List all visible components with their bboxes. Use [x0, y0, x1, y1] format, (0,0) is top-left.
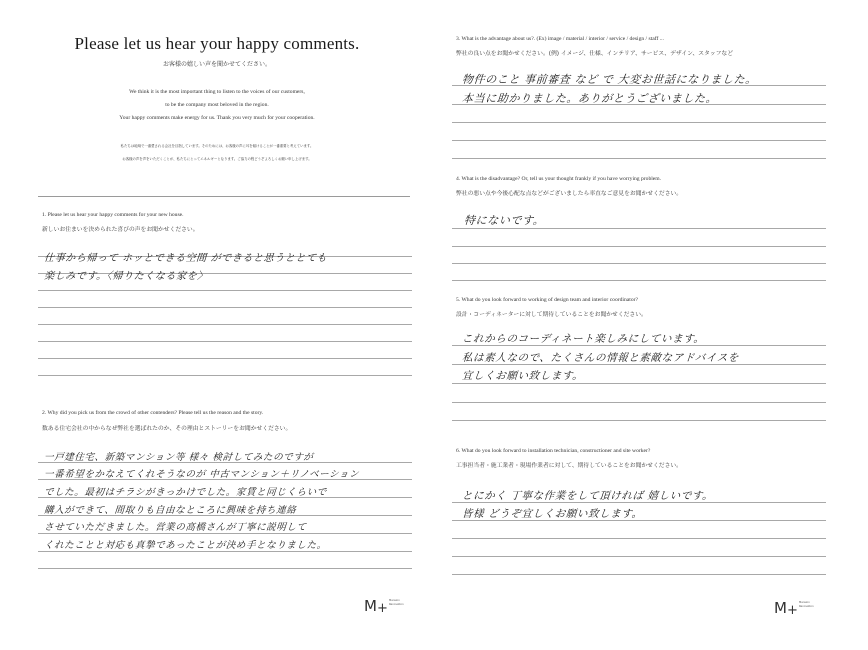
intro-line: Your happy comments make energy for us. Thank you very much for your cooperation.: [119, 115, 315, 121]
question-2-en: 2. Why did you pick us from the crowd of other contenders? Please tell us the reason and the story.: [42, 410, 264, 416]
handwritten-answer-5-line: 私は素人なので、たくさんの情報と素敵なアドバイスを: [461, 352, 740, 364]
handwritten-answer-5-line: これからのコーディネート楽しみにしています。: [461, 333, 705, 345]
answer-line: [452, 556, 826, 557]
page-title: Please let us hear your happy comments.: [74, 34, 360, 53]
question-2-jp: 数ある住宅会社の中からなぜ弊社を選ばれたのか、その理由とストーリーをお聞かせください。: [42, 426, 292, 432]
handwritten-answer-3-line: 物件のこと 事前審査 など で 大変お世話になりました。: [461, 73, 758, 86]
answer-line: [452, 140, 826, 141]
answer-line: [452, 158, 826, 159]
logo-tag-line1: Mansion: [389, 599, 400, 602]
logo-tag-line1: Mansion: [799, 601, 810, 604]
handwritten-answer-2-line: 購入ができて、間取りも自由なところに興味を持ち連絡: [43, 505, 297, 516]
question-6-jp: 工事担当者・施工業者・現場作業者に対して、期待していることをお聞かせください。: [456, 463, 682, 469]
question-4-jp: 弊社の悪い点や今後心配な点などがございましたら率直なご意見をお聞かせください。: [456, 191, 683, 197]
answer-line: [38, 358, 412, 359]
question-3-en: 3. What is the advantage about us?. (Ex) image / material / interior / service / design / staff ...: [456, 36, 664, 42]
question-5-en: 5. What do you look forward to working of design team and interior coordinator?: [456, 297, 638, 303]
logo-m: M: [364, 597, 377, 615]
intro-line: We think it is the most important thing to listen to the voices of our customers,: [129, 89, 305, 95]
logo-plus: +: [376, 601, 388, 616]
handwritten-answer-3-line: 本当に助かりました。ありがとうございました。: [461, 92, 718, 105]
right-page: [434, 0, 868, 650]
answer-line: [452, 538, 826, 539]
page-subtitle: お客様の嬉しい声を聞かせてください。: [162, 61, 271, 68]
handwritten-answer-2-line: でした。最初はチラシがきっかけでした。家賃と同じくらいで: [43, 487, 328, 498]
answer-line: [38, 324, 412, 325]
answer-line: [452, 280, 826, 281]
question-4-en: 4. What is the disadvantage? Or, tell us your thought frankly if you have worrying problem.: [456, 176, 662, 182]
question-5-jp: 設計・コーディネーターに対して期待していることをお聞かせください。: [456, 312, 647, 318]
logo-tag-line2: Renovation: [799, 605, 814, 608]
answer-line: [452, 246, 826, 247]
intro-jp-line: お客様の声を声をいただくことが、私たちにとってエネルギーとなります。ご協力の程どうぞよろしくお願い申し上げます。: [122, 157, 312, 161]
company-logo: [364, 596, 404, 616]
handwritten-answer-4-line: 特にないです。: [463, 214, 545, 227]
handwritten-answer-2-line: くれたことと対応も真摯であったことが決め手となりました。: [43, 540, 328, 551]
question-6-en: 6. What do you look forward to installation technician, constructioner and site worker?: [456, 448, 651, 454]
answer-line: [38, 568, 412, 569]
logo-m: M: [774, 599, 787, 617]
answer-line: [38, 341, 412, 342]
answer-line: [452, 502, 826, 503]
question-1-en: 1. Please let us hear your happy comments for your new house.: [42, 212, 184, 218]
answer-line: [452, 263, 826, 264]
handwritten-answer-1-line: 仕事から帰って ホッとできる空間 ができると思うととても: [43, 253, 328, 264]
question-3-jp: 弊社の良い点をお聞かせください。(例) イメージ、仕様、インテリア、サービス、デザイン、スタッフなど: [456, 51, 734, 57]
answer-line: [452, 228, 826, 229]
intro-line: to be the company most beloved in the region.: [165, 102, 269, 108]
intro-jp-line: 私たちは地域で一番愛される会社を目指しています。そのためには、お客様の声に耳を傾けることが一番重要と考えています。: [120, 144, 314, 148]
question-1-jp: 新しいお住まいを決められた喜びの声をお聞かせください。: [42, 227, 199, 233]
answer-line: [452, 520, 826, 521]
handwritten-answer-6-line: 皆様 どうぞ宜しくお願い致します。: [461, 508, 644, 520]
handwritten-answer-6-line: とにかく 丁寧な作業をして頂ければ 嬉しいです。: [461, 490, 714, 502]
logo-plus: +: [786, 603, 798, 618]
answer-line: [452, 122, 826, 123]
handwritten-answer-5-line: 宜しくお願い致します。: [461, 370, 584, 382]
handwritten-answer-2-line: 一番希望をかなえてくれそうなのが 中古マンション＋リノベーション: [43, 469, 360, 480]
handwritten-answer-1-line: 楽しみです。〈帰りたくなる家を〉: [43, 271, 209, 282]
divider: [38, 196, 410, 197]
handwritten-answer-2-line: 一戸建住宅、新築マンション等 様々 検討してみたのですが: [43, 452, 314, 463]
answer-line: [38, 375, 412, 376]
answer-line: [452, 402, 826, 403]
answer-line: [38, 290, 412, 291]
answer-line: [452, 383, 826, 384]
answer-line: [452, 345, 826, 346]
answer-line: [38, 307, 412, 308]
company-logo: [774, 598, 814, 618]
answer-line: [452, 574, 826, 575]
handwritten-answer-2-line: させていただきました。営業の高橋さんが丁寧に説明して: [43, 522, 308, 533]
answer-line: [452, 420, 826, 421]
logo-tag-line2: Renovation: [389, 603, 404, 606]
answer-line: [452, 364, 826, 365]
